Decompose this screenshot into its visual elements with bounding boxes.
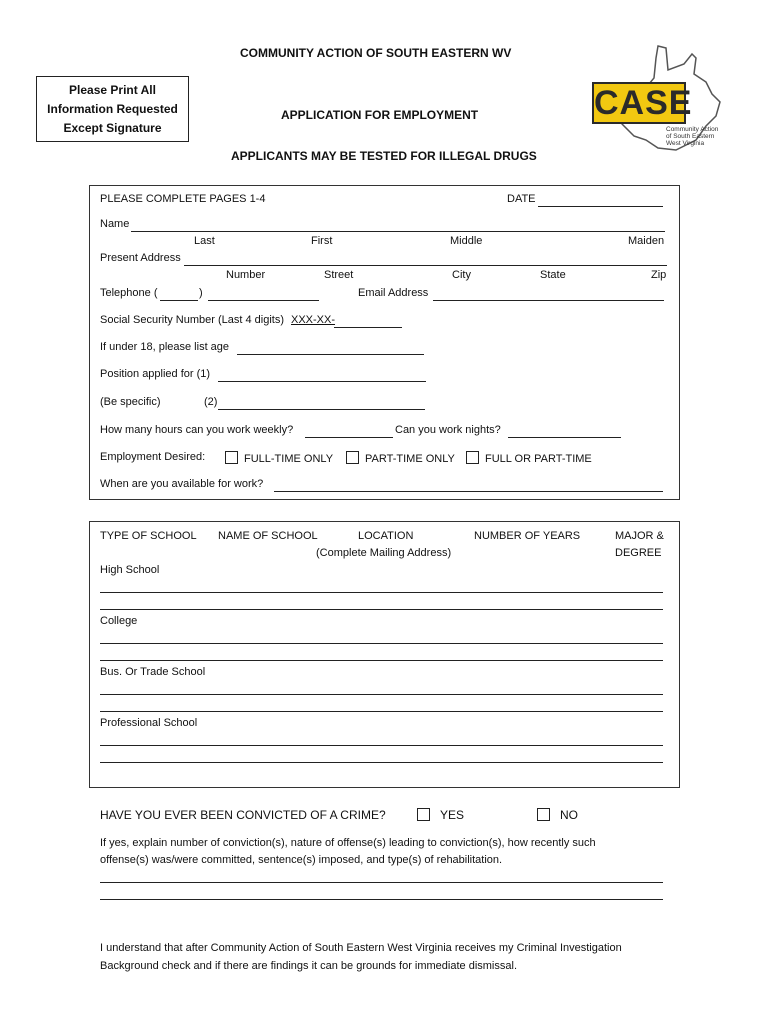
full-time-label: FULL-TIME ONLY [244, 453, 334, 465]
ssn-label: Social Security Number (Last 4 digits) [100, 314, 285, 326]
high-school-line-2[interactable] [100, 597, 663, 610]
header-location: LOCATION [358, 530, 414, 542]
name-sub-middle: Middle [450, 235, 483, 247]
explain-line-2: offense(s) was/were committed, sentence(s) imposed, and type(s) of rehabilitation. [100, 854, 503, 866]
position-label: Position applied for (1) [100, 368, 211, 380]
complete-pages-note: PLEASE COMPLETE PAGES 1-4 [100, 193, 266, 205]
full-time-checkbox[interactable] [225, 451, 238, 464]
header-type-of-school: TYPE OF SCHOOL [100, 530, 197, 542]
college-line-2[interactable] [100, 648, 663, 661]
position-2-field[interactable] [218, 397, 425, 410]
conviction-yes-label: YES [440, 808, 465, 822]
age-field[interactable] [237, 342, 424, 355]
header-degree: DEGREE [615, 547, 662, 559]
logo-tagline-1: Community Action [666, 126, 719, 133]
trade-line-1[interactable] [100, 682, 663, 695]
understand-line-2: Background check and if there are findings it can be grounds for immediate dismissal. [100, 960, 517, 972]
name-sub-last: Last [194, 235, 215, 247]
form-title: APPLICATION FOR EMPLOYMENT [281, 108, 479, 122]
professional-line-1[interactable] [100, 733, 663, 746]
address-field[interactable] [184, 253, 667, 266]
full-time-option[interactable] [225, 451, 333, 465]
logo-tagline [666, 126, 718, 147]
hours-field[interactable] [305, 425, 393, 438]
part-time-option[interactable] [346, 451, 455, 465]
explain-field-1[interactable] [100, 870, 663, 883]
print-notice-line-1: Please Print All [69, 83, 156, 97]
case-logo [588, 44, 738, 154]
understand-line-1: I understand that after Community Action of South Eastern West Virginia receives my Criminal Investigation [100, 942, 622, 954]
high-school-line-1[interactable] [100, 580, 663, 593]
print-notice-line-3: Except Signature [63, 121, 162, 135]
under-18-label: If under 18, please list age [100, 341, 230, 353]
trade-line-2[interactable] [100, 699, 663, 712]
part-time-checkbox[interactable] [346, 451, 359, 464]
part-time-label: PART-TIME ONLY [365, 453, 455, 465]
nights-field[interactable] [508, 425, 621, 438]
ssn-field[interactable] [334, 315, 402, 328]
conviction-no-label: NO [560, 808, 578, 822]
header-name-of-school: NAME OF SCHOOL [218, 530, 318, 542]
conviction-question: HAVE YOU EVER BEEN CONVICTED OF A CRIME? [100, 808, 386, 822]
email-label: Email Address [358, 287, 429, 299]
telephone-paren: ) [199, 287, 203, 299]
school-professional: Professional School [100, 717, 198, 729]
print-notice-line-2: Information Requested [47, 102, 178, 116]
logo-wordmark: CASE [594, 84, 693, 122]
address-sub-city: City [452, 269, 471, 281]
employment-desired-label: Employment Desired: [100, 451, 206, 463]
available-label: When are you available for work? [100, 478, 264, 490]
date-label: DATE [507, 193, 536, 205]
address-sub-zip: Zip [651, 269, 667, 281]
full-or-part-time-option[interactable] [466, 451, 592, 465]
explain-line-1: If yes, explain number of conviction(s), nature of offense(s) leading to conviction(s), how recently such [100, 837, 596, 849]
address-sub-street: Street [324, 269, 354, 281]
name-sub-first: First [311, 235, 333, 247]
full-or-part-time-label: FULL OR PART-TIME [485, 453, 592, 465]
name-field[interactable] [131, 219, 665, 232]
header-major: MAJOR & [615, 530, 664, 542]
nights-label: Can you work nights? [395, 424, 501, 436]
available-field[interactable] [274, 479, 663, 492]
explain-field-2[interactable] [100, 887, 663, 900]
professional-line-2[interactable] [100, 750, 663, 763]
conviction-yes-option[interactable] [417, 808, 464, 822]
header-number-of-years: NUMBER OF YEARS [474, 530, 581, 542]
address-sub-number: Number [226, 269, 266, 281]
logo-tagline-3: West Virginia [666, 140, 705, 147]
school-college: College [100, 615, 138, 627]
hours-label: How many hours can you work weekly? [100, 424, 294, 436]
position-2-label: (2) [204, 396, 218, 408]
print-notice [36, 76, 189, 142]
telephone-label: Telephone ( [100, 287, 158, 299]
full-or-part-time-checkbox[interactable] [466, 451, 479, 464]
conviction-no-checkbox[interactable] [537, 808, 550, 821]
telephone-field[interactable] [208, 288, 319, 301]
address-sub-state: State [540, 269, 566, 281]
email-field[interactable] [433, 288, 664, 301]
address-label: Present Address [100, 252, 181, 264]
name-sub-maiden: Maiden [628, 235, 665, 247]
college-line-1[interactable] [100, 631, 663, 644]
position-1-field[interactable] [218, 369, 426, 382]
school-high-school: High School [100, 564, 160, 576]
header-location-sub: (Complete Mailing Address) [316, 547, 452, 559]
area-code-field[interactable] [160, 288, 198, 301]
conviction-no-option[interactable] [537, 808, 578, 822]
conviction-yes-checkbox[interactable] [417, 808, 430, 821]
name-label: Name [100, 218, 130, 230]
drug-notice: APPLICANTS MAY BE TESTED FOR ILLEGAL DRUGS [231, 149, 537, 163]
logo-tagline-2: of South Eastern [666, 133, 715, 140]
date-field[interactable] [538, 194, 663, 207]
be-specific-label: (Be specific) [100, 396, 161, 408]
school-trade: Bus. Or Trade School [100, 666, 206, 678]
ssn-prefix: XXX-XX- [291, 314, 336, 326]
org-title: COMMUNITY ACTION OF SOUTH EASTERN WV [240, 46, 512, 60]
